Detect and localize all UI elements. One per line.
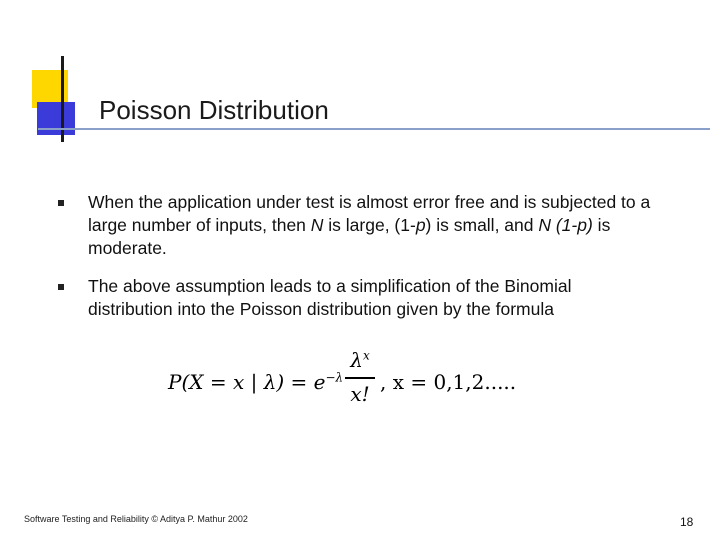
formula-fraction: [345, 348, 375, 406]
bullet-1-italic-N: N: [310, 215, 324, 235]
formula-numerator-exponent: x: [362, 348, 370, 363]
page-number: 18: [680, 515, 694, 529]
bullet-1-text-segment: is large, (1-: [323, 215, 416, 235]
bullet-1-text-segment: is moderate.: [88, 215, 611, 258]
formula-numerator: [345, 348, 375, 374]
bullet-1-text-segment: ) is small, and: [425, 215, 539, 235]
title-underline-rule: [38, 128, 710, 130]
formula-exponent: −λ: [325, 370, 344, 385]
fraction-bar: [345, 377, 375, 379]
slide-title: Poisson Distribution: [99, 95, 329, 125]
bullet-1-text-segment: When the application under test is almost error free and is subjected to a large number of inputs, then: [88, 192, 651, 235]
bullet-square-icon: [58, 200, 64, 206]
bullet-item-1: [58, 191, 658, 260]
bullet-text-2: The above assumption leads to a simplification of the Binomial distribution into the Poisson distribution given by the formula: [88, 276, 572, 319]
formula-denominator: x!: [350, 381, 370, 406]
blue-square-decoration: [37, 102, 75, 135]
bullet-item-2: [58, 275, 658, 321]
formula-lhs-text: P(X = x | λ) = e: [168, 370, 326, 394]
formula-rhs: , x = 0,1,2.....: [380, 370, 517, 394]
formula-lhs: [168, 370, 343, 394]
bullet-1-italic-expression: N (1-p): [538, 215, 593, 235]
footer-copyright: Software Testing and Reliability © Aditya P. Mathur 2002: [24, 514, 248, 524]
bullet-1-italic-p: p: [415, 215, 426, 235]
bullet-text-1: [88, 191, 658, 260]
bullet-square-icon: [58, 284, 64, 290]
formula-numerator-base: λ: [350, 348, 363, 372]
poisson-formula: [168, 348, 517, 414]
